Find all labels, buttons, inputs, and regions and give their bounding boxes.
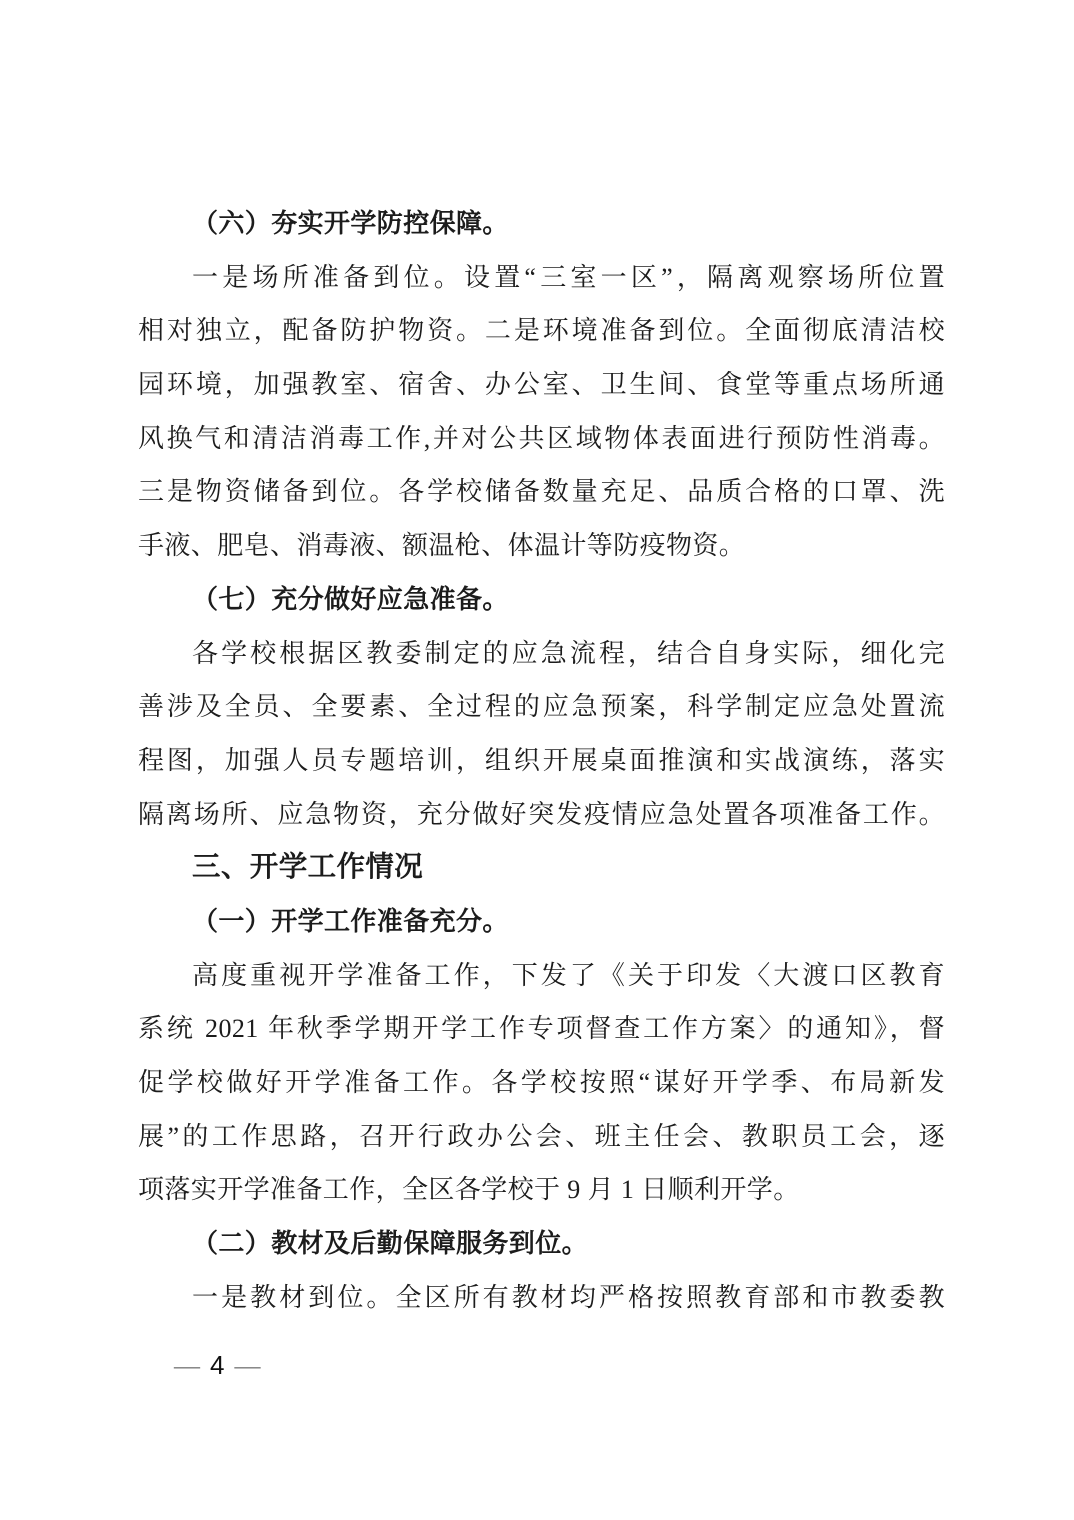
paragraph-line: 项落实开学准备工作，全区各学校于 9 月 1 日顺利开学。	[138, 1175, 800, 1205]
paragraph-line: 各学校根据区教委制定的应急流程，结合自身实际，细化完	[192, 638, 945, 668]
paragraph-line: 系统 2021 年秋季学期开学工作专项督查工作方案〉的通知》，督	[138, 1014, 945, 1044]
paragraph-line: 一是场所准备到位。设置“三室一区”，隔离观察场所位置	[192, 262, 945, 292]
paragraph-line: 三是物资储备到位。各学校储备数量充足、品质合格的口罩、洗	[138, 477, 945, 507]
paragraph-line: 展”的工作思路，召开行政办公会、班主任会、教职员工会，逐	[138, 1121, 945, 1151]
paragraph-line: 风换气和清洁消毒工作,并对公共区域物体表面进行预防性消毒。	[138, 423, 945, 453]
subheading-section-7: （七）充分做好应急准备。	[192, 584, 509, 614]
paragraph-line: 相对独立，配备防护物资。二是环境准备到位。全面彻底清洁校	[138, 316, 945, 346]
footer-dash-left: —	[174, 1351, 200, 1380]
subheading-section-2: （二）教材及后勤保障服务到位。	[192, 1229, 589, 1259]
paragraph-line: 程图，加强人员专题培训，组织开展桌面推演和实战演练，落实	[138, 745, 945, 775]
paragraph-line: 高度重视开学准备工作，下发了《关于印发〈大渡口区教育	[192, 960, 945, 990]
page-number: 4	[210, 1350, 225, 1380]
paragraph-line: 善涉及全员、全要素、全过程的应急预案，科学制定应急处置流	[138, 692, 945, 722]
paragraph-line: 隔离场所、应急物资，充分做好突发疫情应急处置各项准备工作。	[138, 799, 945, 829]
section-heading-3: 三、开学工作情况	[192, 851, 424, 884]
paragraph-line: 园环境，加强教室、宿舍、办公室、卫生间、食堂等重点场所通	[138, 370, 945, 400]
document-body	[138, 197, 945, 1324]
footer-dash-right: —	[234, 1351, 261, 1380]
subheading-section-6: （六）夯实开学防控保障。	[192, 209, 509, 238]
paragraph-line: 手液、肥皂、消毒液、额温枪、体温计等防疫物资。	[138, 531, 746, 561]
paragraph-line: 一是教材到位。全区所有教材均严格按照教育部和市教委教	[192, 1282, 945, 1312]
subheading-section-1: （一）开学工作准备充分。	[192, 906, 509, 936]
paragraph-line: 促学校做好开学准备工作。各学校按照“谋好开学季、布局新发	[138, 1068, 945, 1097]
page-number-footer	[168, 1345, 266, 1385]
